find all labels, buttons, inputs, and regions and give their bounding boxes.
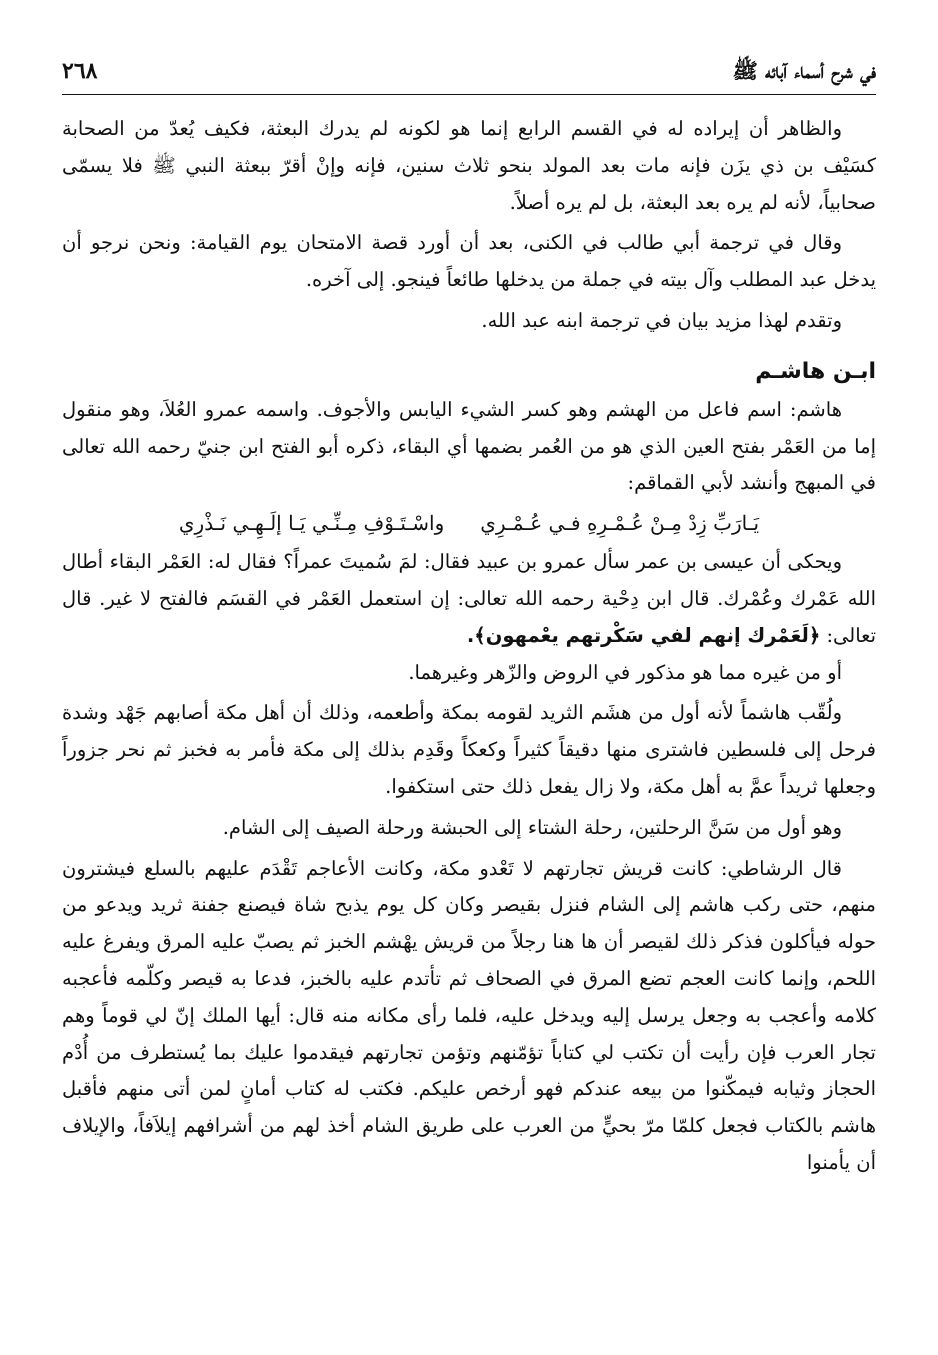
paragraph-sahaba: والظاهر أن إيراده له في القسم الرابع إنما هو لكونه لم يدرك البعثة، فكيف يُعدّ من الصحابة كسَيْف بن ذي يزَن فإنه مات بعد المولد بنحو ثلاث سنين، فإنه وإنْ أقرّ ببعثة النبي ﷺ فلا يسمّى صحابياً، لأنه لم يره بعد البعثة، بل لم يره أصلاً.: [62, 117, 876, 214]
header-rule: [62, 94, 876, 95]
page-number: ٢٦٨: [62, 58, 98, 84]
poetry-verse: [62, 502, 876, 544]
paragraph-other-sources: أو من غيره مما هو مذكور في الروض والزّهر وغيرهما.: [408, 660, 842, 684]
isa-ibn-umar-text: ويحكى أن عيسى بن عمر سأل عمرو بن عبيد فقال: لمَ سُميتَ عمراً؟ فقال له: العَمْر البقاء أطال الله عَمْرك وعُمْرك. قال ابن دِحْية رحمه الله تعالى: إن استعمل العَمْر في القسَم فالفتح لا غير. قال تعالى:: [62, 550, 876, 647]
paragraph-abu-talib: وقال في ترجمة أبي طالب في الكنى، بعد أن أورد قصة الامتحان يوم القيامة: ونحن نرجو أن يدخل عبد المطلب وآل بيته في جملة من يدخلها طائعاً فينجو. إلى آخره.: [62, 231, 876, 292]
quran-verse: ﴿لَعَمْرك إنهم لفي سَكْرتهم يعْمهون﴾.: [466, 623, 821, 647]
verse-first-hemistich: يَـارَبِّ زِدْ مِـنْ عُـمْـرِهِ فـي عُـمْـرِي: [480, 511, 760, 536]
paragraph-cross-reference: وتقدم لهذا مزيد بيان في ترجمة ابنه عبد الله.: [481, 308, 842, 332]
paragraph-nickname: ولُقّب هاشماً لأنه أول من هشَم الثريد لقومه بمكة وأطعمه، وذلك أن أهل مكة أصابهم جَهْد وشدة فرحل إلى فلسطين فاشترى منها دقيقاً كثيراً وكعكاً وقَدِم بذلك إلى مكة فأمر به فخبز ثم نحر جزوراً وجعلها ثريداً عمَّ به أهل مكة، ولا زال يفعل ذلك حتى استكفوا.: [62, 701, 876, 798]
paragraph-isa-ibn-umar: [62, 544, 876, 654]
page-header: [62, 52, 876, 92]
paragraph-name-meaning: هاشم: اسم فاعل من الهشم وهو كسر الشيء اليابس والأجوف. واسمه عمرو العُلاَ، وهو منقول إما من العَمْر بفتح العين الذي هو من العُمر بضمها أي البقاء، ذكره أبو الفتح ابن جنيّ رحمه الله تعالى في المبهج وأنشد لأبي القماقم:: [62, 397, 876, 495]
book-page: [62, 52, 876, 1182]
page-body: [62, 111, 876, 1182]
paragraph-rushati: قال الرشاطي: كانت قريش تجارتهم لا تَعْدو مكة، وكانت الأعاجم تَقْدَم عليهم بالسلع فيشترون منهم، حتى ركب هاشم إلى الشام فنزل بقيصر وكان كل يوم يذبح شاة فيصنع جفنة ثريد ويدعو من حوله فيأكلون فذكر ذلك لقيصر أن ها هنا رجلاً من قريش يهْشم الخبز ثم يصبّ عليه المرق ويفرغ عليه اللحم، وإنما كانت العجم تضع المرق في الصحاف ثم تأتدم عليه بالخبز، فدعا به قيصر وكلّمه فأعجبه كلامه وأعجب به وجعل يرسل إليه ويدخل عليه، فلما رأى مكانه منه قال: أيها الملك إنّ لي قوماً وهم تجار العرب فإن رأيت أن تكتب لي كتاباً تؤمّنهم وتؤمن تجارتهم فيقدموا عليك بما يُستطرف من أُدْم الحجاز وثيابه فيمكّنوا من بيعه عندكم فهو أرخص عليكم. فكتب له كتاب أمانٍ لمن أتى منهم فأقبل هاشم بالكتاب فجعل كلمّا مرّ بحيٍّ من العرب على طريق الشام أخذ لهم من أشرافهم إيلاَفاً، والإيلاف أن يأمنوا: [62, 856, 876, 1174]
paragraph-two-journeys: وهو أول من سَنَّ الرحلتين، رحلة الشتاء إلى الحبشة ورحلة الصيف إلى الشام.: [222, 815, 842, 839]
section-title: ابـن هاشـم: [755, 358, 876, 384]
verse-second-hemistich: واسْـتَـوْفِ مِـنِّـي يَـا إلَـهِـي نَـذْرِي: [178, 511, 445, 536]
running-title: في شرح أسماء آبائه ﷺ: [732, 58, 876, 83]
